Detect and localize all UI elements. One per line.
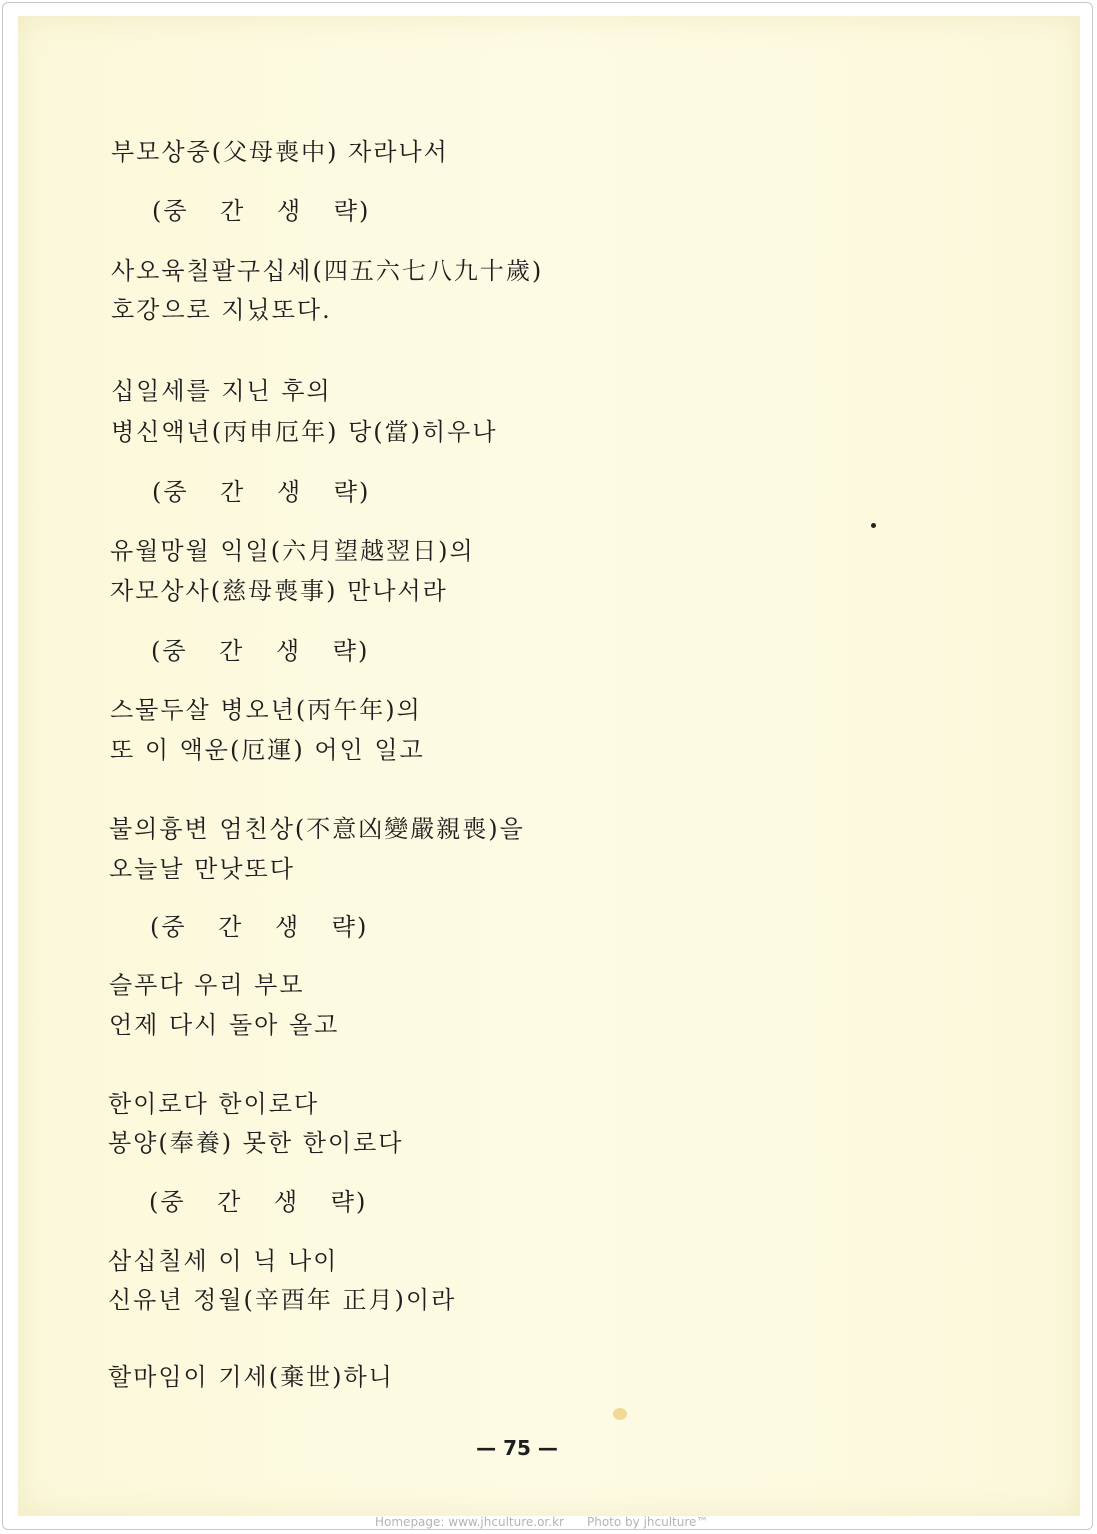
omission-note: (중 간 생 략) [152,478,371,506]
omission-note: (중 간 생 략) [152,197,371,225]
omission-note: (중 간 생 략) [150,913,369,941]
text-line: 십일세를 지닌 후의 [111,377,332,405]
omission-note: (중 간 생 략) [151,637,370,665]
text-line: 삼십칠세 이 닉 나이 [108,1247,339,1275]
text-line: 병신액년(丙申厄年) 당(當)히우나 [111,418,498,446]
text-line: 유월망월 익일(六月望越翌日)의 [110,537,475,565]
text-line: 사오육칠팔구십세(四五六七八九十歲) [111,257,544,285]
footer-homepage: Homepage: www.jhculture.or.kr [375,1515,564,1529]
text-line: 부모상중(父母喪中) 자라나서 [111,138,449,166]
text-line: 오늘날 만낫또다 [109,855,295,883]
omission-note: (중 간 생 략) [149,1188,368,1216]
text-line: 언제 다시 돌아 올고 [109,1011,340,1039]
text-line: 한이로다 한이로다 [108,1090,320,1118]
text-line: 봉양(奉養) 못한 한이로다 [108,1129,404,1157]
text-line: 불의흉변 엄친상(不意凶變嚴親喪)을 [109,815,525,843]
footer-photo-credit: Photo by jhculture™ [587,1515,709,1529]
page-number: — 75 — [476,1436,558,1460]
text-line: 할마임이 기세(棄世)하니 [108,1363,394,1391]
ink-dot [871,523,876,528]
text-line: 호강으로 지닜또다. [111,296,332,324]
text-line: 자모상사(慈母喪事) 만나서라 [110,577,448,605]
text-line: 또 이 액운(厄運) 어인 일고 [110,736,425,764]
paper-stain [613,1408,627,1420]
text-line: 슬푸다 우리 부모 [109,971,305,999]
text-line: 신유년 정월(辛酉年 正月)이라 [108,1286,457,1314]
text-line: 스물두살 병오년(丙午年)의 [110,696,422,724]
